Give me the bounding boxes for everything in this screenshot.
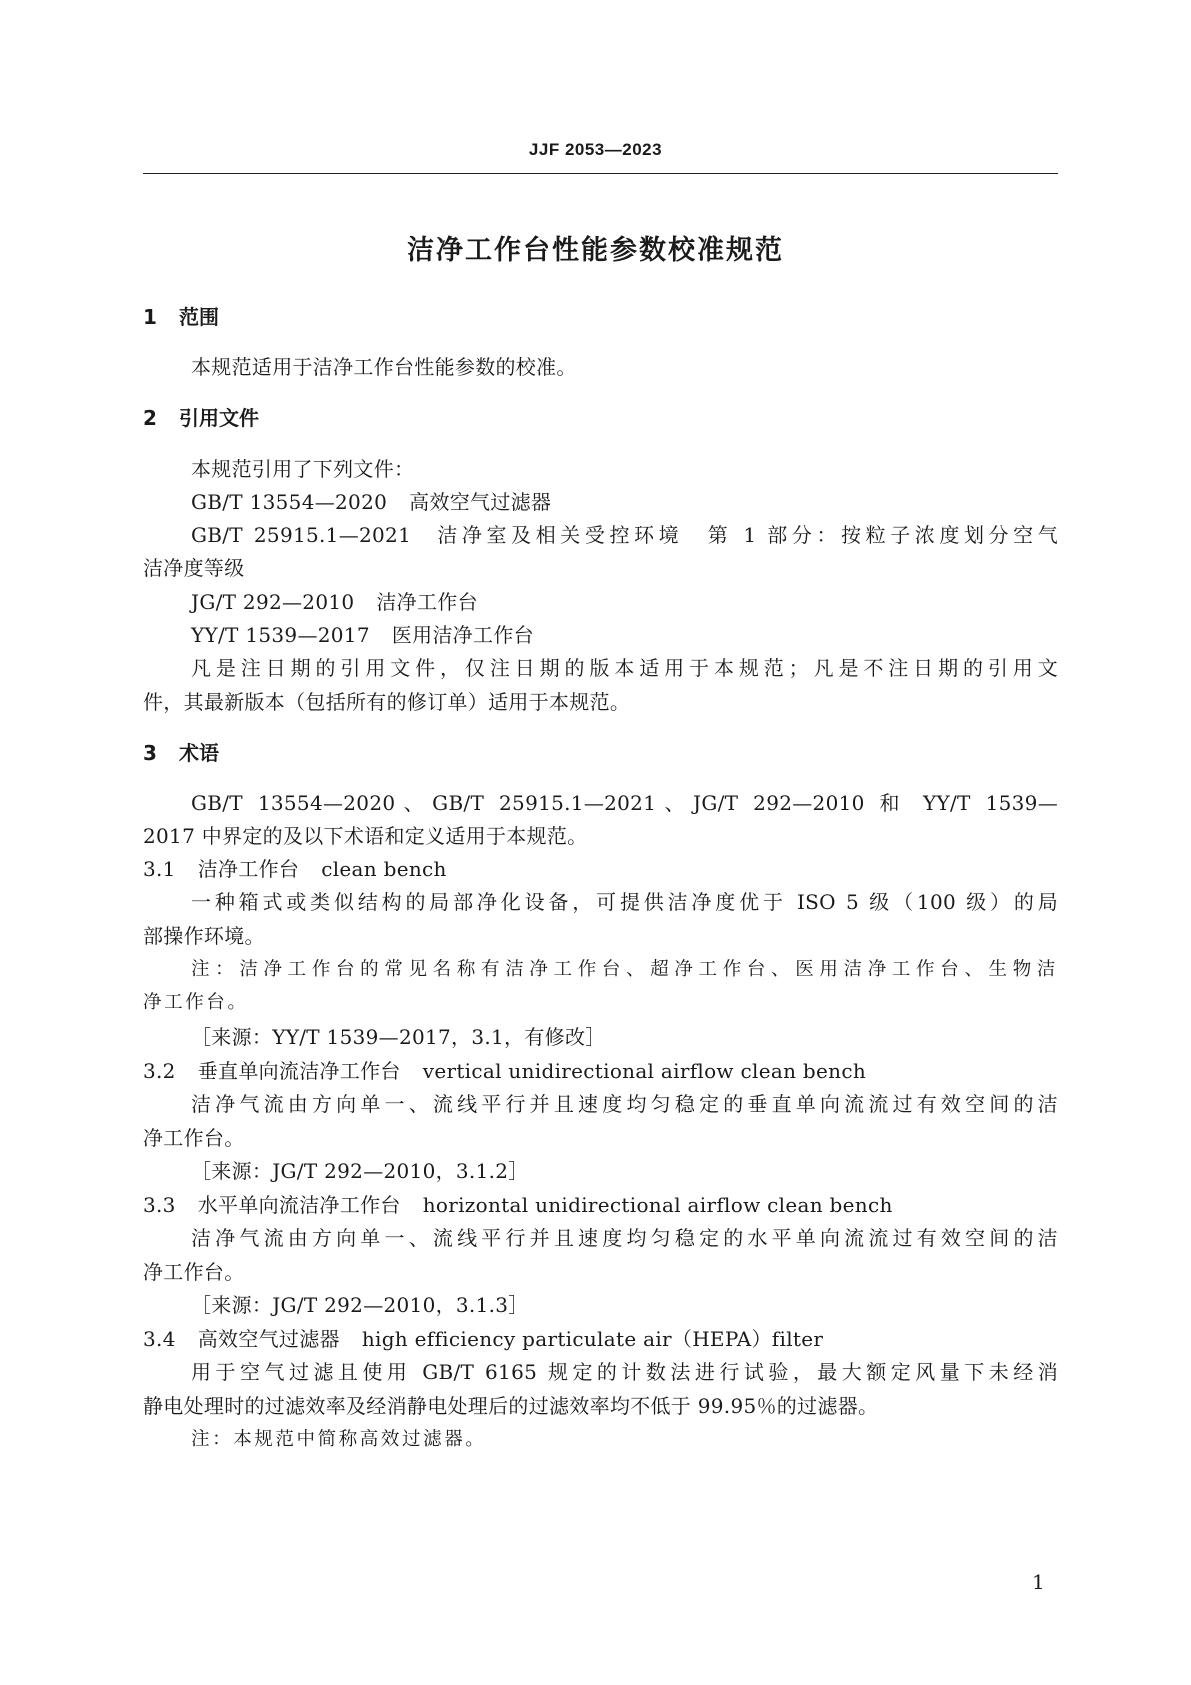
section-1-text: 本规范适用于洁净工作台性能参数的校准。 bbox=[191, 355, 577, 379]
reference-title: 洁净工作台 bbox=[376, 590, 478, 614]
term-3-3 bbox=[143, 1189, 893, 1218]
term-name-zh: 高效空气过滤器 bbox=[197, 1327, 340, 1351]
term-definition-line-2: 静电处理时的过滤效率及经消静电处理后的过滤效率均不低于 99.95％的过滤器。 bbox=[143, 1394, 879, 1418]
term-name-en: high efficiency particulate air（HEPA）filter bbox=[361, 1327, 824, 1351]
section-3-heading bbox=[143, 737, 219, 766]
reference-rule-line-2: 件，其最新版本（包括所有的修订单）适用于本规范。 bbox=[143, 690, 631, 714]
term-name-zh: 垂直单向流洁净工作台 bbox=[197, 1059, 401, 1083]
reference-item bbox=[191, 586, 478, 615]
reference-code: JG/T 292—2010 bbox=[191, 590, 355, 614]
reference-code: GB/T 13554—2020 bbox=[191, 490, 388, 514]
terms-intro-line-1: GB/T 13554—2020、GB/T 25915.1—2021、JG/T 292—2010 和 YY/T 1539— bbox=[191, 791, 1058, 815]
term-number: 3.1 bbox=[143, 857, 176, 881]
page-number: 1 bbox=[1032, 1570, 1045, 1594]
term-note-line-1: 注：洁净工作台的常见名称有洁净工作台、超净工作台、医用洁净工作台、生物洁 bbox=[191, 959, 1058, 980]
term-number: 3.2 bbox=[143, 1059, 176, 1083]
term-name-en: vertical unidirectional airflow clean bench bbox=[422, 1059, 867, 1083]
section-number: 2 bbox=[143, 406, 157, 430]
term-number: 3.4 bbox=[143, 1327, 176, 1351]
section-1-heading bbox=[143, 301, 219, 330]
terms-intro-line-2: 2017 中界定的及以下术语和定义适用于本规范。 bbox=[143, 824, 588, 848]
term-definition-line-2: 净工作台。 bbox=[143, 1260, 245, 1284]
reference-title: 洁净室及相关受控环境 第 1 部分：按粒子浓度划分空气 bbox=[433, 523, 1058, 547]
term-source: ［来源：JG/T 292—2010，3.1.3］ bbox=[191, 1293, 529, 1317]
term-name-en: horizontal unidirectional airflow clean bench bbox=[422, 1193, 893, 1217]
term-source: ［来源：YY/T 1539—2017，3.1，有修改］ bbox=[191, 1025, 606, 1049]
document-title: 洁净工作台性能参数校准规范 bbox=[407, 235, 784, 266]
header-rule bbox=[143, 173, 1058, 174]
references-intro: 本规范引用了下列文件： bbox=[191, 457, 415, 481]
term-note: 注：本规范中简称高效过滤器。 bbox=[191, 1429, 487, 1450]
reference-title: 高效空气过滤器 bbox=[409, 490, 552, 514]
section-title: 范围 bbox=[179, 305, 219, 329]
running-header: JJF 2053—2023 bbox=[528, 140, 663, 159]
term-definition-line-2: 部操作环境。 bbox=[143, 924, 265, 948]
section-number: 1 bbox=[143, 305, 157, 329]
term-number: 3.3 bbox=[143, 1193, 176, 1217]
term-definition-line-1: 一种箱式或类似结构的局部净化设备，可提供洁净度优于 ISO 5 级（100 级）的局 bbox=[191, 890, 1058, 914]
section-number: 3 bbox=[143, 741, 157, 765]
section-title: 术语 bbox=[179, 741, 219, 765]
reference-item bbox=[191, 486, 551, 515]
reference-code: GB/T 25915.1—2021 bbox=[191, 523, 412, 547]
term-source: ［来源：JG/T 292—2010，3.1.2］ bbox=[191, 1159, 529, 1183]
term-3-1 bbox=[143, 853, 447, 882]
reference-item-continued: 洁净度等级 bbox=[143, 556, 245, 580]
term-definition-line-1: 用于空气过滤且使用 GB/T 6165 规定的计数法进行试验，最大额定风量下未经消 bbox=[191, 1360, 1058, 1384]
term-name-zh: 洁净工作台 bbox=[197, 857, 300, 881]
term-name-en: clean bench bbox=[321, 857, 447, 881]
reference-rule-line-1: 凡是注日期的引用文件，仅注日期的版本适用于本规范；凡是不注日期的引用文 bbox=[191, 656, 1058, 680]
term-definition-line-2: 净工作台。 bbox=[143, 1126, 245, 1150]
term-note-line-2: 净工作台。 bbox=[143, 992, 249, 1013]
term-name-zh: 水平单向流洁净工作台 bbox=[197, 1193, 401, 1217]
section-2-heading bbox=[143, 402, 259, 431]
reference-item bbox=[191, 519, 1058, 548]
term-definition-line-1: 洁净气流由方向单一、流线平行并且速度均匀稳定的水平单向流流过有效空间的洁 bbox=[191, 1226, 1058, 1250]
reference-title: 医用洁净工作台 bbox=[391, 623, 534, 647]
term-definition-line-1: 洁净气流由方向单一、流线平行并且速度均匀稳定的垂直单向流流过有效空间的洁 bbox=[191, 1092, 1058, 1116]
term-3-4 bbox=[143, 1323, 823, 1352]
section-title: 引用文件 bbox=[179, 406, 259, 430]
term-3-2 bbox=[143, 1055, 866, 1084]
reference-item bbox=[191, 619, 534, 648]
reference-code: YY/T 1539—2017 bbox=[191, 623, 370, 647]
